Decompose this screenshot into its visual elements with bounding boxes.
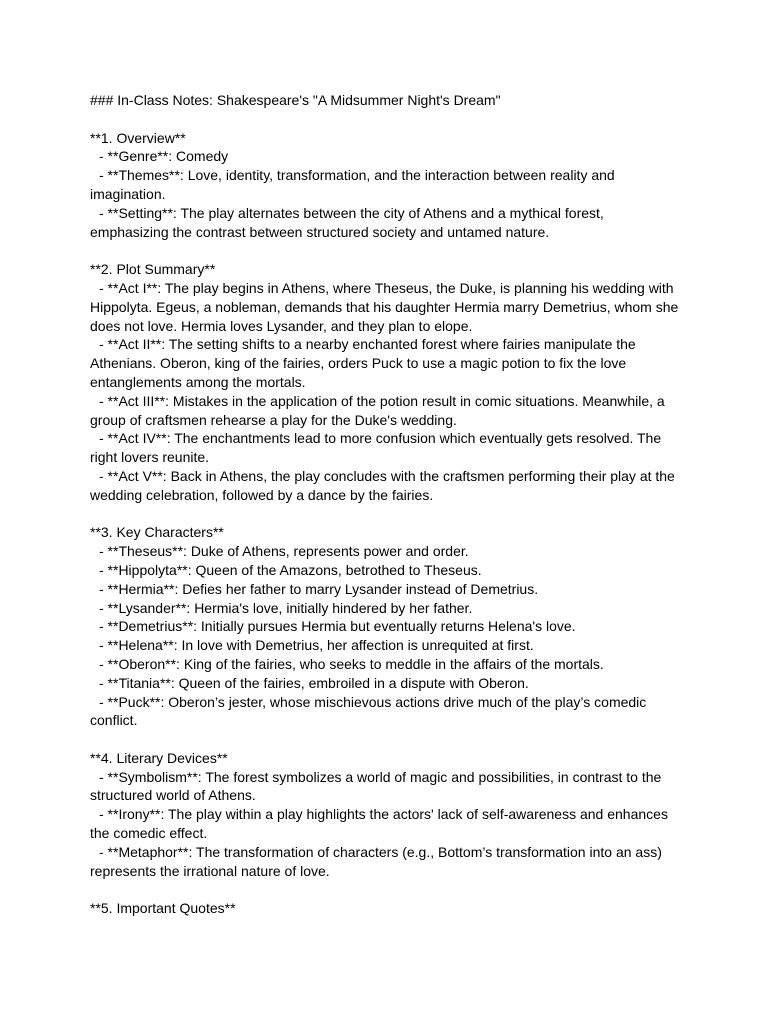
bullet-item [90, 693, 690, 731]
bullet-item [90, 599, 690, 618]
bullet-first-line: - **Oberon**: King of the fairies, who seeks to meddle in the affairs of the mortals. [99, 655, 604, 672]
bullet-continuation-line: imagination. [90, 185, 166, 202]
bullet-item [90, 805, 690, 843]
bullet-continuation-line: entanglements among the mortals. [90, 373, 306, 390]
bullet-first-line: - **Act I**: The play begins in Athens, where Theseus, the Duke, is planning his wedding with [99, 279, 674, 296]
bullet-first-line: - **Act V**: Back in Athens, the play concludes with the craftsmen performing their play at the [99, 467, 675, 484]
bullet-first-line: - **Demetrius**: Initially pursues Hermia but eventually returns Helena's love. [99, 618, 576, 635]
bullet-item [90, 674, 690, 693]
document-body [90, 110, 690, 918]
bullet-first-line: - **Symbolism**: The forest symbolizes a world of magic and possibilities, in contrast to the [99, 768, 662, 785]
blank-line [90, 241, 690, 260]
bullet-first-line: - **Helena**: In love with Demetrius, her affection is unrequited at first. [99, 637, 534, 654]
bullet-item [90, 768, 690, 806]
section-heading: **5. Important Quotes** [90, 900, 236, 917]
bullet-first-line: - **Act II**: The setting shifts to a nearby enchanted forest where fairies manipulate the [99, 336, 636, 353]
bullet-continuation-line: represents the irrational nature of love. [90, 862, 330, 879]
bullet-first-line: - **Theseus**: Duke of Athens, represents power and order. [99, 543, 469, 560]
bullet-item [90, 843, 690, 881]
bullet-item [90, 166, 690, 204]
bullet-first-line: - **Hippolyta**: Queen of the Amazons, betrothed to Theseus. [99, 561, 482, 578]
bullet-continuation-line: conflict. [90, 712, 138, 729]
bullet-first-line: - **Act III**: Mistakes in the application of the potion result in comic situations. Meanwhile, a [99, 392, 665, 409]
section-heading: **4. Literary Devices** [90, 749, 228, 766]
bullet-first-line: - **Themes**: Love, identity, transformation, and the interaction between reality and [99, 167, 615, 184]
section-heading: **1. Overview** [90, 129, 186, 146]
bullet-first-line: - **Setting**: The play alternates between the city of Athens and a mythical forest, [99, 204, 604, 221]
notes-section [90, 749, 690, 881]
section-heading: **3. Key Characters** [90, 524, 224, 541]
bullet-item [90, 279, 690, 335]
document-title: ### In-Class Notes: Shakespeare's "A Midsummer Night's Dream" [90, 92, 501, 108]
bullet-first-line: - **Irony**: The play within a play highlights the actors' lack of self-awareness and enhances [99, 806, 668, 823]
bullet-continuation-line: the comedic effect. [90, 825, 208, 842]
bullet-item [90, 542, 690, 561]
bullet-continuation-line: does not love. Hermia loves Lysander, and they plan to elope. [90, 317, 473, 334]
bullet-item [90, 147, 690, 166]
section-heading: **2. Plot Summary** [90, 261, 216, 278]
bullet-continuation-line: structured world of Athens. [90, 787, 256, 804]
bullet-item [90, 467, 690, 505]
bullet-continuation-line: wedding celebration, followed by a dance by the fairies. [90, 486, 434, 503]
notes-section [90, 260, 690, 504]
bullet-first-line: - **Titania**: Queen of the fairies, embroiled in a dispute with Oberon. [99, 674, 529, 691]
notes-section [90, 523, 690, 730]
bullet-first-line: - **Act IV**: The enchantments lead to more confusion which eventually gets resolved. The [99, 430, 662, 447]
bullet-continuation-line: Athenians. Oberon, king of the fairies, orders Puck to use a magic potion to fix the love [90, 355, 627, 372]
bullet-item [90, 429, 690, 467]
bullet-item [90, 335, 690, 391]
bullet-item [90, 204, 690, 242]
bullet-item [90, 561, 690, 580]
bullet-first-line: - **Genre**: Comedy [99, 148, 229, 165]
bullet-item [90, 392, 690, 430]
bullet-item [90, 617, 690, 636]
bullet-item [90, 655, 690, 674]
bullet-item [90, 580, 690, 599]
blank-line [90, 880, 690, 899]
bullet-first-line: - **Puck**: Oberon’s jester, whose mischievous actions drive much of the play’s comedic [99, 693, 647, 710]
bullet-item [90, 636, 690, 655]
blank-line [90, 505, 690, 524]
bullet-first-line: - **Metaphor**: The transformation of characters (e.g., Bottom’s transformation into an ass) [99, 843, 662, 860]
bullet-first-line: - **Lysander**: Hermia's love, initially hindered by her father. [99, 599, 473, 616]
notes-section [90, 129, 690, 242]
blank-line [90, 730, 690, 749]
bullet-continuation-line: right lovers reunite. [90, 449, 210, 466]
bullet-continuation-line: group of craftsmen rehearse a play for the Duke's wedding. [90, 411, 457, 428]
notes-section [90, 899, 690, 918]
bullet-continuation-line: emphasizing the contrast between structured society and untamed nature. [90, 223, 550, 240]
blank-line [90, 110, 690, 129]
bullet-continuation-line: Hippolyta. Egeus, a nobleman, demands that his daughter Hermia marry Demetrius, whom she [90, 298, 679, 315]
bullet-first-line: - **Hermia**: Defies her father to marry Lysander instead of Demetrius. [99, 580, 539, 597]
